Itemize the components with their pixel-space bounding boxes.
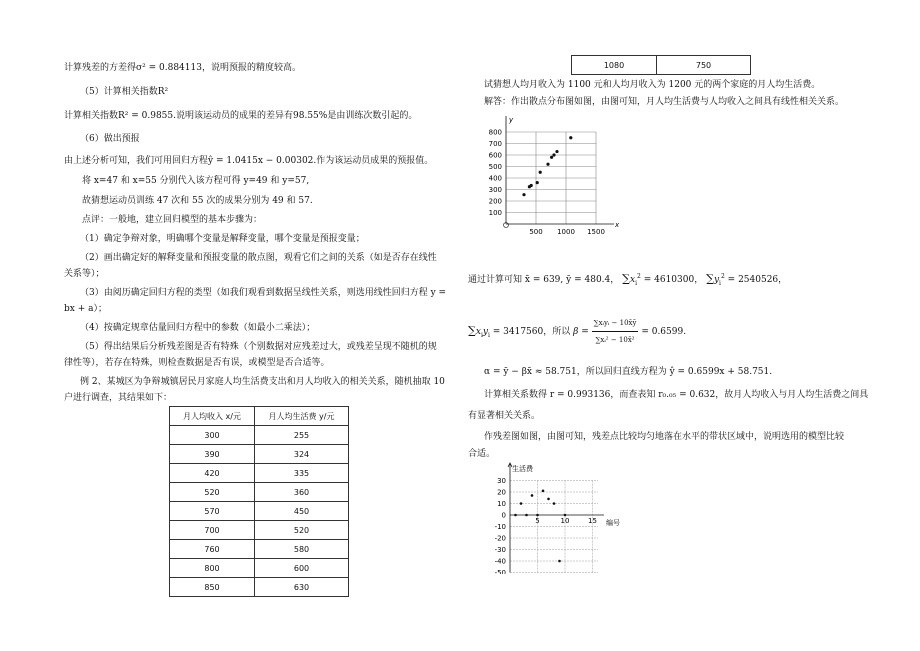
y-tick-label: 20 xyxy=(497,488,506,497)
y-tick-label: 700 xyxy=(488,140,502,148)
data-point xyxy=(514,514,517,517)
table-row xyxy=(170,540,349,559)
step-4: （4）按确定规章估量回归方程中的参数（如最小二乘法）； xyxy=(80,323,316,333)
step-5-heading: （5）计算相关指数R² xyxy=(80,87,169,97)
data-point xyxy=(525,514,528,517)
table-cell: 600 xyxy=(255,559,349,578)
x-tick-label: 1500 xyxy=(587,228,605,236)
r2-line: 计算相关指数R² = 0.9855.说明该运动员的成果的差异有98.55%是由训练次数引起的。 xyxy=(64,111,418,121)
table-cell: 580 xyxy=(255,540,349,559)
y-tick-label: 600 xyxy=(488,151,502,160)
sum-symbol: ∑ xyxy=(622,272,631,285)
sum-x2: = 4610300， xyxy=(643,275,704,285)
example-2b: 户进行调查，其结果如下： xyxy=(64,393,173,403)
data-point xyxy=(550,156,553,159)
table-cell: 360 xyxy=(255,483,349,502)
y-axis-label: y xyxy=(509,116,514,124)
step-3a: （3）由阅历确定回归方程的类型（如我们观看到数据呈线性关系，则选用线性回归方程 y = xyxy=(80,288,447,298)
data-point xyxy=(553,502,556,505)
table-cell: 850 xyxy=(170,578,255,597)
y-axis-label: 生活费 xyxy=(512,465,533,473)
x-axis-label: 编号 xyxy=(606,519,620,527)
y-tick-label: -20 xyxy=(494,534,506,543)
x-tick-label: 1000 xyxy=(557,228,575,236)
sum-y2: = 2540526， xyxy=(727,275,788,285)
table-header: 月人均收入 x/元 xyxy=(170,407,255,426)
data-point xyxy=(546,163,549,166)
data-point xyxy=(530,184,533,187)
table-cell: 390 xyxy=(170,445,255,464)
table-cell: 420 xyxy=(170,464,255,483)
step-3b: bx + a）； xyxy=(64,304,107,314)
table-row xyxy=(170,502,349,521)
calc-line-5b: 合适。 xyxy=(468,449,496,459)
y-tick-label: 100 xyxy=(488,209,502,217)
table-cell: 1080 xyxy=(572,56,657,75)
beta-value: = 0.6599. xyxy=(641,327,687,337)
table-cell: 255 xyxy=(255,426,349,445)
table-cell: 520 xyxy=(255,521,349,540)
data-point xyxy=(552,153,555,156)
y-tick-label: -10 xyxy=(494,523,506,531)
table-header-row xyxy=(170,407,349,426)
x-bar: x̄ = 639, xyxy=(524,275,564,285)
table-cell: 750 xyxy=(657,56,751,75)
table-cell: 324 xyxy=(255,445,349,464)
y-tick-label: 10 xyxy=(497,500,506,508)
x-tick-label: 5 xyxy=(535,517,540,525)
table-row xyxy=(170,578,349,597)
x-tick-label: 500 xyxy=(529,228,543,236)
calc-line-2: $\sum x_iy_i = 3417560$，所以 β = $\frac{\text{∑xᵢyᵢ − 10x̄ȳ}}{\text{∑xᵢ² − 10x̄²}}$ = 0.6599. xyxy=(468,315,686,348)
scatter-plot xyxy=(484,112,624,240)
regression-line: 由上述分析可知，我们可用回归方程ŷ = 1.0415x − 0.00302.作为该运动员成果的预报值。 xyxy=(64,156,434,166)
data-point xyxy=(531,494,534,497)
data-point xyxy=(558,560,561,563)
step-2a: （2）画出确定好的解释变量和预报变量的散点图，观看它们之间的关系（如是否存在线性 xyxy=(80,253,437,263)
calc-line-3: α = ȳ − βx̄ ≈ 58.751，所以回归直线方程为 ŷ = 0.6599x + 58.751. xyxy=(484,367,773,377)
income-table xyxy=(169,406,349,597)
y-tick-label: -50 xyxy=(494,569,506,574)
table-row xyxy=(170,445,349,464)
data-point xyxy=(569,136,572,139)
comment-heading: 点评：一般地，建立回归模型的基本步骤为： xyxy=(82,215,263,225)
table-cell: 520 xyxy=(170,483,255,502)
data-point xyxy=(522,193,525,196)
table-row xyxy=(170,521,349,540)
step-1: （1）确定争辩对象，明确哪个变量是解释变量，哪个变量是预报变量； xyxy=(80,234,365,244)
table-cell: 335 xyxy=(255,464,349,483)
table-cell: 570 xyxy=(170,502,255,521)
data-point xyxy=(547,498,550,501)
beta-numerator: ∑xᵢyᵢ − 10x̄ȳ xyxy=(592,315,639,332)
example-2a: 例 2、某城区为争辩城镇居民月家庭人均生活费支出和月人均收入的相关关系，随机抽取 10 xyxy=(80,377,445,387)
y-tick-label: 400 xyxy=(488,174,502,183)
table-header: 月人均生活费 y/元 xyxy=(255,407,349,426)
y-tick-label: 30 xyxy=(497,477,506,485)
y-tick-label: 500 xyxy=(488,163,502,171)
table-continuation xyxy=(571,55,751,75)
table-cell: 800 xyxy=(170,559,255,578)
table-row xyxy=(170,483,349,502)
residual-plot xyxy=(478,462,638,574)
x-tick-label: 10 xyxy=(560,517,570,525)
table-row xyxy=(572,56,751,75)
y-bar: ȳ = 480.4， xyxy=(566,275,620,285)
y-tick-label: 800 xyxy=(488,128,502,137)
sum-symbol: ∑ xyxy=(706,272,714,285)
guess-line: 故猜想运动员训练 47 次和 55 次的成果分别为 49 和 57. xyxy=(82,196,313,206)
y-tick-label: 300 xyxy=(488,186,502,194)
answer-line: 解答：作出散点分布图如图，由图可知，月人均生活费与人均收入之间具有线性相关关系。 xyxy=(484,97,845,107)
data-point xyxy=(555,150,558,153)
data-point xyxy=(520,502,523,505)
data-point xyxy=(542,490,545,493)
y-tick-label: 0 xyxy=(501,511,506,520)
data-point xyxy=(536,514,539,517)
x-tick-label: 15 xyxy=(588,517,597,525)
calc-prefix: 通过计算可知 xyxy=(468,275,523,285)
calc-line-1: 通过计算可知 x̄ = 639, ȳ = 480.4， $\sum x_i^2 = 4610300$， $\sum y_i^2 = 2540526$， xyxy=(468,272,788,287)
step-5b: 律性等），若存在特殊，则检查数据是否有误，或模型是否合适等。 xyxy=(64,358,330,368)
beta-fraction xyxy=(592,315,639,348)
calc-line-4b: 有显著相关关系。 xyxy=(468,411,541,421)
table-cell: 450 xyxy=(255,502,349,521)
x-axis-label: x xyxy=(615,221,620,229)
table-row xyxy=(170,559,349,578)
data-point xyxy=(536,181,539,184)
substitute-line: 将 x=47 和 x=55 分别代入该方程可得 y=49 和 y=57, xyxy=(82,176,310,186)
step-6-heading: （6）做出预报 xyxy=(80,134,140,144)
beta-denominator: ∑xᵢ² − 10x̄² xyxy=(595,336,635,344)
step-5a: （5）得出结果后分析残差图是否有特殊（个别数据对应残差过大，或残差呈现不随机的规 xyxy=(80,342,437,352)
sum-symbol: ∑ xyxy=(468,324,476,337)
variance-line: 计算残差的方差得σ² = 0.884113，说明预报的精度较高。 xyxy=(64,63,301,73)
data-point xyxy=(564,514,567,517)
table-cell: 700 xyxy=(170,521,255,540)
table-row xyxy=(170,426,349,445)
calc-line-4: 计算相关系数得 r = 0.993136，而查表知 r₀.₀₅ = 0.632，故月人均收入与月人均生活费之间具 xyxy=(484,390,869,400)
table-cell: 630 xyxy=(255,578,349,597)
question-line: 试猜想人均月收入为 1100 元和人均月收入为 1200 元的两个家庭的月人均生活费。 xyxy=(484,80,821,90)
table-cell: 300 xyxy=(170,426,255,445)
calc-line-5: 作残差图如图，由图可知，残差点比较均匀地落在水平的带状区域中，说明选用的模型比较 xyxy=(484,432,845,442)
table-cell: 760 xyxy=(170,540,255,559)
y-tick-label: -30 xyxy=(494,546,506,554)
y-tick-label: 200 xyxy=(488,197,502,206)
table-row xyxy=(170,464,349,483)
sum-xy: = 3417560，所以 xyxy=(492,327,571,337)
step-2b: 关系等）； xyxy=(64,269,105,279)
y-tick-label: -40 xyxy=(494,557,506,566)
data-point xyxy=(539,171,542,174)
